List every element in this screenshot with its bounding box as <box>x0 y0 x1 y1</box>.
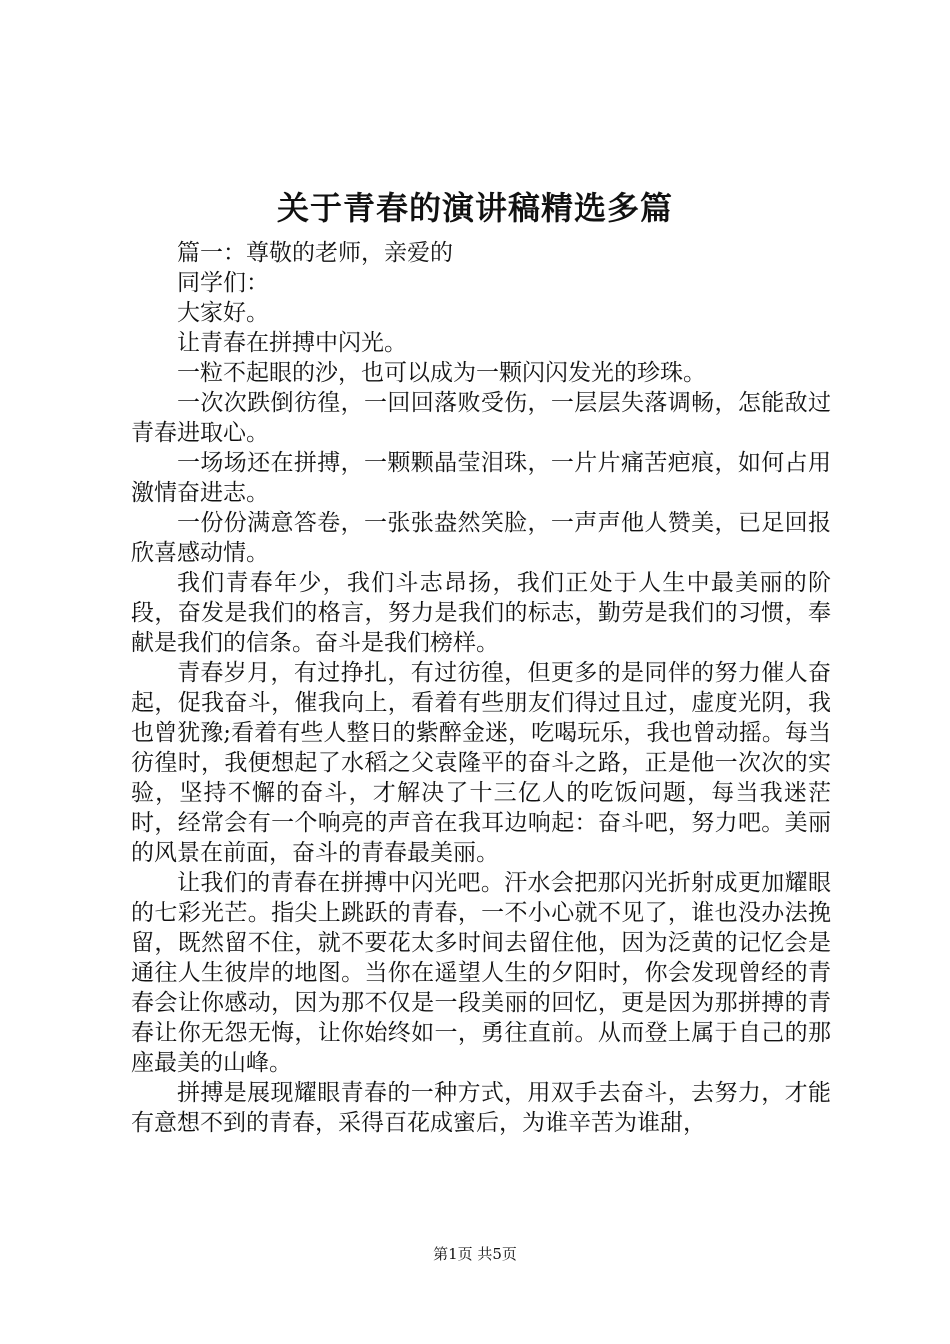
paragraph: 篇一：尊敬的老师，亲爱的 <box>177 240 453 266</box>
document-title: 关于青春的演讲稿精选多篇 <box>276 189 673 227</box>
paragraph: 让青春在拼搏中闪光。 <box>177 330 407 356</box>
paragraph: 青春岁月，有过挣扎，有过彷徨，但更多的是同伴的努力催人奋起，促我奋斗，催我向上，看着有些朋友们得过且过，虚度光阴，我也曾犹豫;看着有些人整日的紫醉金迷，吃喝玩乐，我也曾动摇。每当彷徨时，我便想起了水稻之父袁隆平的奋斗之路，正是他一次次的实验，坚持不懈的奋斗，才解决了十三亿人的吃饭问题，每当我迷茫时，经常会有一个响亮的声音在我耳边响起：奋斗吧，努力吧。美丽的风景在前面，奋斗的青春最美丽。 <box>131 660 831 866</box>
paragraph: 让我们的青春在拼搏中闪光吧。汗水会把那闪光折射成更加耀眼的七彩光芒。指尖上跳跃的青春，一不小心就不见了，谁也没办法挽留，既然留不住，就不要花太多时间去留住他，因为泛黄的记忆会是通往人生彼岸的地图。当你在遥望人生的夕阳时，你会发现曾经的青春会让你感动，因为那不仅是一段美丽的回忆，更是因为那拼搏的青春让你无怨无悔，让你始终如一，勇往直前。从而登上属于自己的那座最美的山峰。 <box>131 870 831 1076</box>
document-body <box>131 238 831 1138</box>
paragraph: 一份份满意答卷，一张张盎然笑脸，一声声他人赞美，已足回报欣喜感动情。 <box>131 510 831 566</box>
paragraph: 一次次跌倒彷徨，一回回落败受伤，一层层失落调畅，怎能敌过青春进取心。 <box>131 390 831 446</box>
paragraph: 大家好。 <box>177 300 269 326</box>
paragraph: 一场场还在拼搏，一颗颗晶莹泪珠，一片片痛苦疤痕，如何占用激情奋进志。 <box>131 450 831 506</box>
paragraph: 我们青春年少，我们斗志昂扬，我们正处于人生中最美丽的阶段，奋发是我们的格言，努力是我们的标志，勤劳是我们的习惯，奉献是我们的信条。奋斗是我们榜样。 <box>131 570 831 656</box>
page-footer: 第1页 共5页 <box>433 1245 517 1263</box>
paragraph: 拼搏是展现耀眼青春的一种方式，用双手去奋斗，去努力，才能有意想不到的青春，采得百花成蜜后，为谁辛苦为谁甜， <box>131 1080 831 1136</box>
paragraph: 一粒不起眼的沙，也可以成为一颗闪闪发光的珍珠。 <box>177 360 706 386</box>
paragraph: 同学们： <box>177 270 269 296</box>
